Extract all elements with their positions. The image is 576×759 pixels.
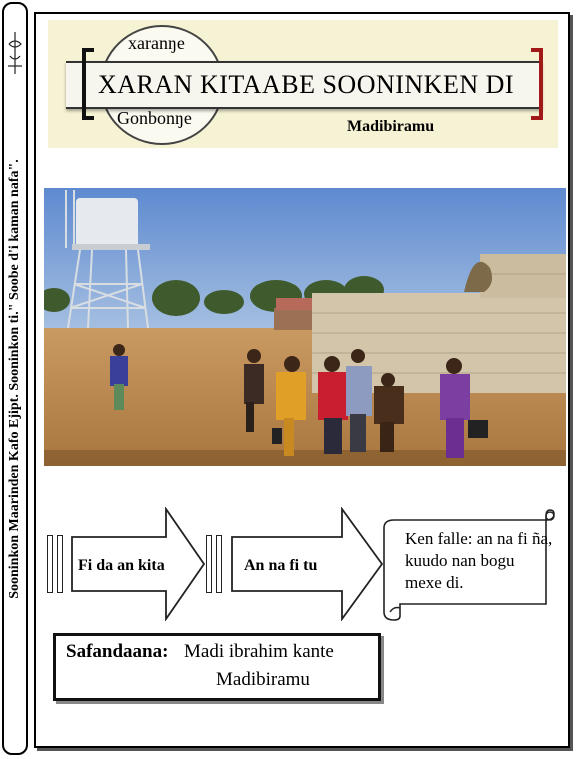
flow-step-1: Fi da an kita (78, 557, 165, 574)
flow-note: Ken falle: an na fi ña, kuudo nan bogu mexe di. (405, 529, 553, 592)
credits-alias: Madibiramu (216, 669, 310, 690)
credits-author: Madi ibrahim kante (184, 641, 334, 662)
book-title: XARAN KITAABE SOONINKEN DI (98, 70, 515, 99)
side-slogan: Sooninkon Maarinden Kafo Ejipt. Sooninkon ti." Soobe d'i kaman nafa". (7, 158, 22, 599)
flow-bar (216, 535, 222, 593)
credits-box (53, 633, 381, 701)
bracket-right (531, 48, 543, 120)
credits-label: Safandaana: (66, 641, 169, 662)
flow-bar (47, 535, 53, 593)
author-name: Madibiramu (347, 118, 435, 135)
cover-photo (44, 188, 566, 466)
flow-bar (206, 535, 212, 593)
emblem-top-word: xaranŋe (128, 33, 185, 53)
flow-step-2: An na fi tu (244, 557, 318, 574)
bracket-left (82, 48, 94, 120)
emblem-bottom-word: Gonbonŋe (117, 108, 192, 128)
side-banner (2, 2, 28, 755)
flow-bar (57, 535, 63, 593)
